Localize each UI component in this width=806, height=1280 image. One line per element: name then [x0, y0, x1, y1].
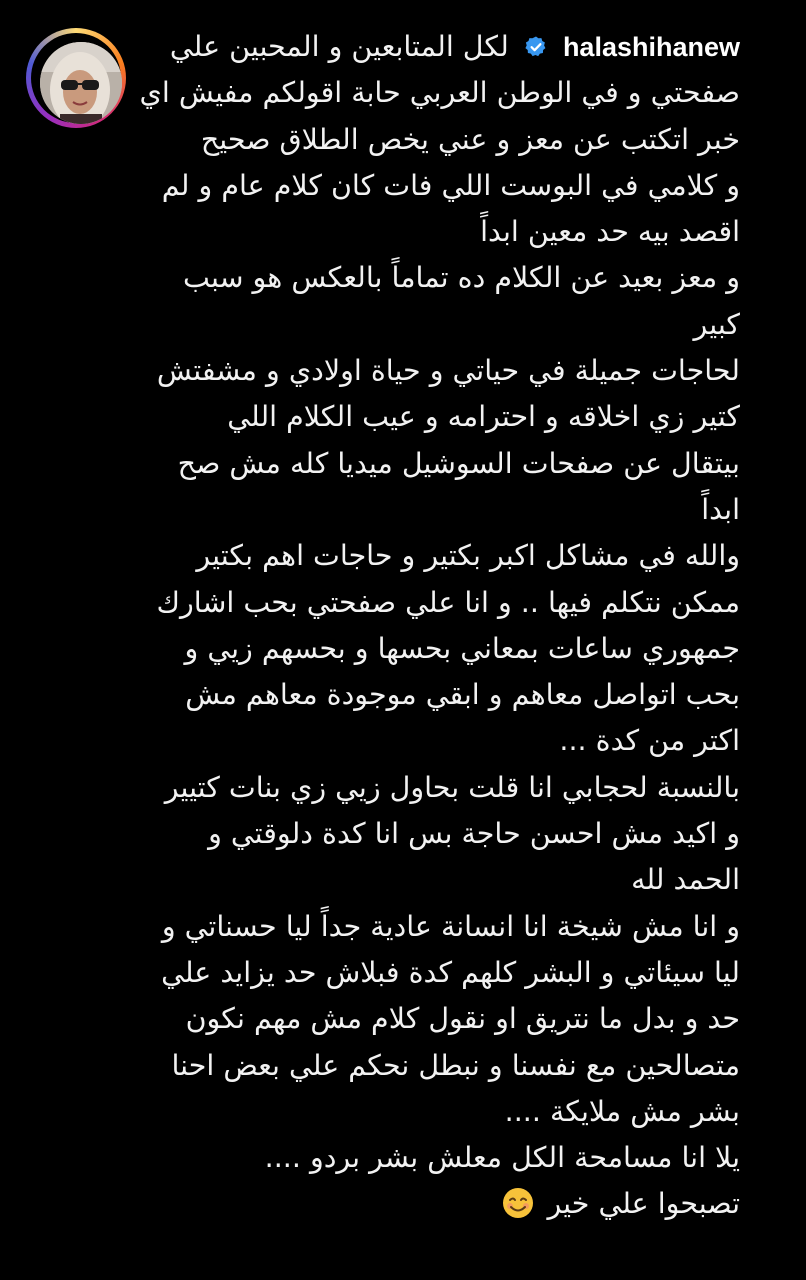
caption-line: اكتر من كدة ... — [559, 724, 740, 758]
caption-line: ابداً — [701, 492, 740, 526]
caption-line: متصالحين مع نفسنا و نبطل نحكم علي بعض احنا — [171, 1048, 740, 1082]
caption-header-line — [140, 24, 740, 70]
caption-line: و اكيد مش احسن حاجة بس انا كدة دلوقتي و — [208, 817, 740, 851]
caption-body — [140, 70, 740, 1181]
caption-line: جمهوري ساعات بمعاني بحسها و بحسهم زيي و — [184, 631, 740, 665]
caption-line: كتير زي اخلاقه و احترامه و عيب الكلام اللي — [227, 400, 740, 434]
caption-line: حد و بدل ما نتريق او نقول كلام مش مهم نكون — [185, 1002, 740, 1036]
caption-line: لحاجات جميلة في حياتي و حياة اولادي و مشفتش — [156, 354, 740, 388]
caption-line: يلا انا مسامحة الكل معلش بشر بردو .... — [264, 1141, 740, 1175]
caption-line: بشر مش ملايكة .... — [504, 1094, 740, 1128]
username-link[interactable]: halashihanew — [562, 32, 740, 62]
caption-first-line: لكل المتابعين و المحبين علي — [169, 30, 509, 63]
story-ring[interactable] — [26, 28, 126, 128]
caption-line: ليا سيئاتي و البشر كلهم كدة فبلاش حد يزايد علي — [161, 955, 740, 989]
caption-line: خبر اتكتب عن معز و عني يخص الطلاق صحيح — [200, 122, 740, 156]
caption-line: كبير — [693, 307, 740, 341]
caption-line: صفحتي و في الوطن العربي حابة اقولكم مفيش اي — [139, 76, 740, 110]
caption-line: والله في مشاكل اكبر بكتير و حاجات اهم بكتير — [196, 539, 740, 573]
profile-photo-icon — [40, 42, 122, 124]
caption-text — [140, 24, 740, 1228]
caption-line: بالنسبة لحجابي انا قلت بحاول زيي زي بنات كتيير — [164, 770, 740, 804]
smiling-face-emoji-icon — [502, 1187, 534, 1219]
caption-line: و انا مش شيخة انا انسانة عادية جداً ليا حسناتي و — [161, 909, 740, 943]
caption-line: اقصد بيه حد معين ابداً — [480, 215, 740, 249]
caption-line: الحمد لله — [631, 863, 740, 897]
verified-badge-icon — [524, 35, 548, 59]
avatar-gap — [31, 33, 121, 123]
caption-line: ممكن نتكلم فيها .. و انا علي صفحتي بحب اشارك — [156, 585, 740, 619]
caption-line: و معز بعيد عن الكلام ده تماماً بالعكس هو سبب — [183, 261, 740, 295]
caption-line: و كلامي في البوست اللي فات كان كلام عام و لم — [161, 168, 740, 202]
caption-last-line — [140, 1181, 740, 1227]
caption-line-text: تصبحوا علي خير — [547, 1187, 740, 1221]
caption-line: بيتقال عن صفحات السوشيل ميديا كله مش صح — [177, 446, 740, 480]
caption-line: بحب اتواصل معاهم و ابقي موجودة معاهم مش — [185, 678, 740, 712]
avatar[interactable] — [40, 42, 122, 124]
